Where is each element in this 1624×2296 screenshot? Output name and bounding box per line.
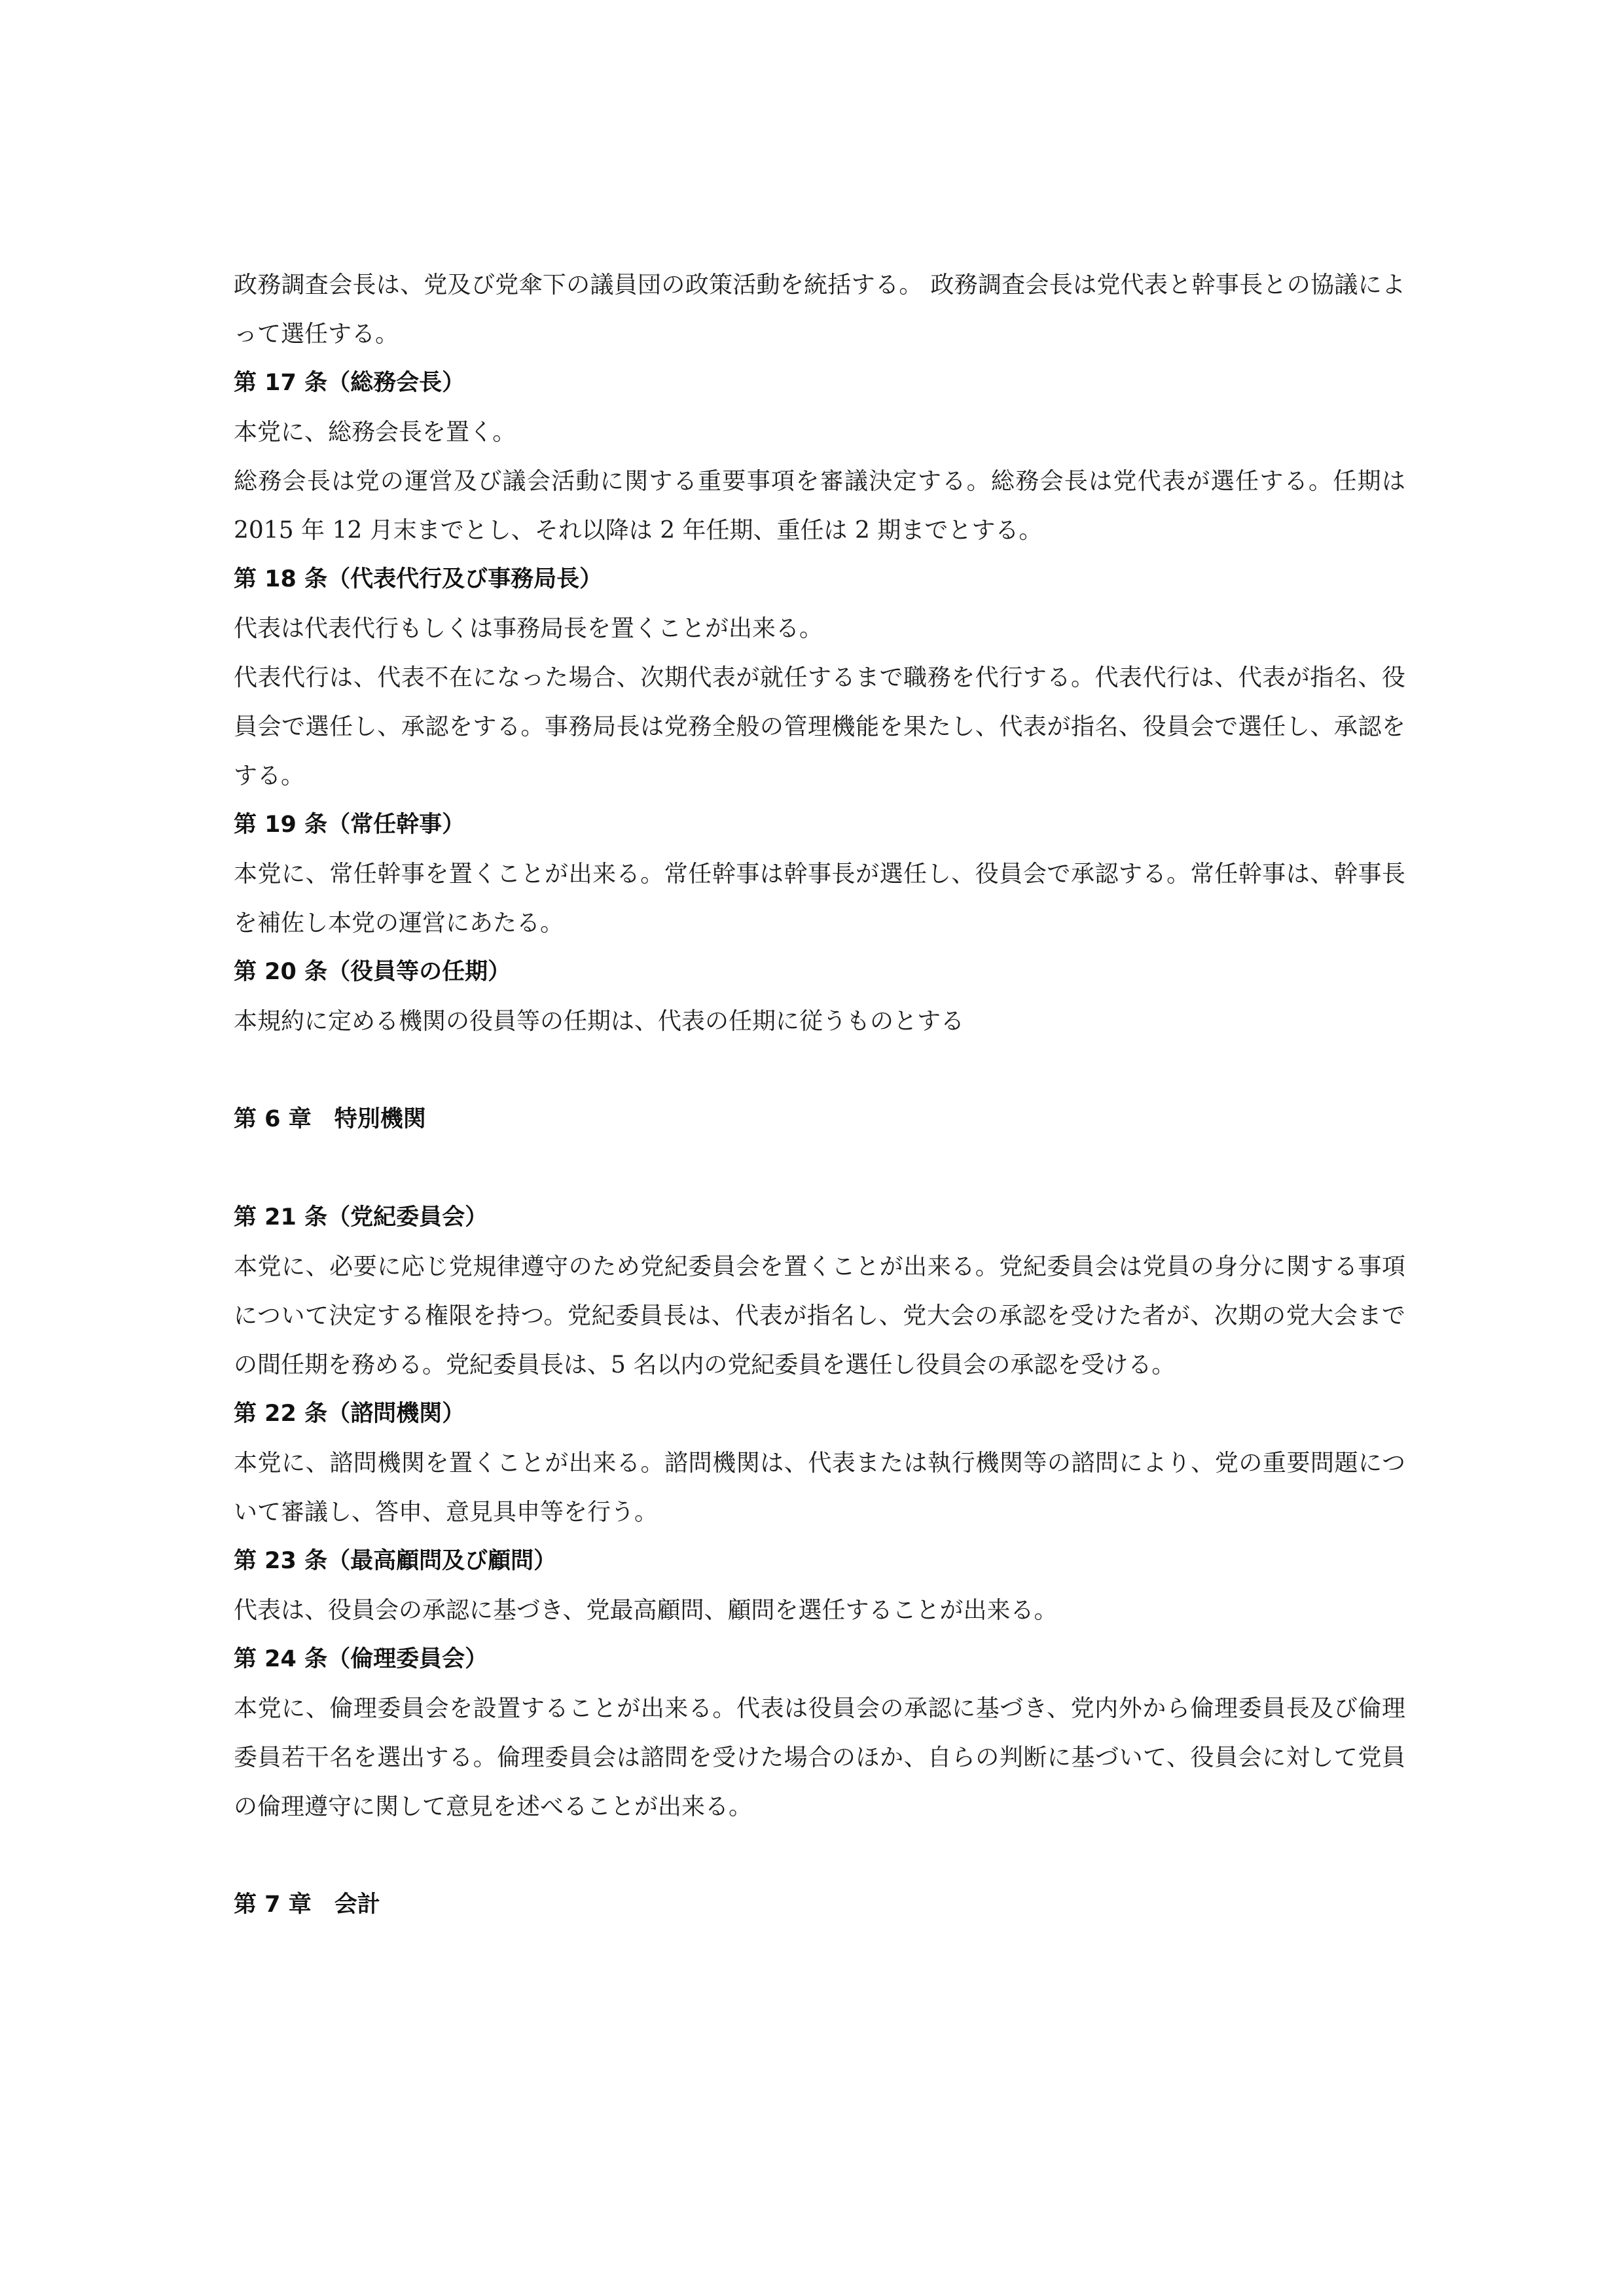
article-heading: 第 24 条（倫理委員会） [234, 1646, 488, 1672]
article-heading: 第 19 条（常任幹事） [234, 812, 465, 838]
blank-line [234, 1831, 1405, 1880]
article-paragraph: 本党に、倫理委員会を設置することが出来る。代表は役員会の承認に基づき、党内外から倫理委員長及び倫理委員若干名を選出する。倫理委員会は諮問を受けた場合のほか、自らの判断に基づいて、役員会に対して党員の倫理遵守に関して意見を述べることが出来る。 [234, 1695, 1405, 1820]
article-heading: 第 21 条（党紀委員会） [234, 1204, 488, 1230]
blank-line [234, 1144, 1405, 1193]
article-heading: 第 18 条（代表代行及び事務局長） [234, 566, 603, 592]
article-paragraph: 本規約に定める機関の役員等の任期は、代表の任期に従うものとする [234, 1008, 965, 1035]
article-paragraph: 代表は代表代行もしくは事務局長を置くことが出来る。 [234, 615, 823, 642]
article-paragraph: 政務調査会長は、党及び党傘下の議員団の政策活動を統括する。 政務調査会長は党代表と幹事長との協議によって選任する。 [234, 272, 1405, 348]
article-paragraph: 代表代行は、代表不在になった場合、次期代表が就任するまで職務を代行する。代表代行は、代表が指名、役員会で選任し、承認をする。事務局長は党務全般の管理機能を果たし、代表が指名、役員会で選任し、承認をする。 [234, 664, 1405, 789]
article-paragraph: 本党に、常任幹事を置くことが出来る。常任幹事は幹事長が選任し、役員会で承認する。常任幹事は、幹事長を補佐し本党の運営にあたる。 [234, 861, 1405, 937]
article-heading: 第 23 条（最高顧問及び顧問） [234, 1548, 557, 1574]
article-paragraph: 代表は、役員会の承認に基づき、党最高顧問、顧問を選任することが出来る。 [234, 1597, 1058, 1624]
article-paragraph: 本党に、必要に応じ党規律遵守のため党紀委員会を置くことが出来る。党紀委員会は党員の身分に関する事項について決定する権限を持つ。党紀委員長は、代表が指名し、党大会の承認を受けた者が、次期の党大会までの間任期を務める。党紀委員長は、5 名以内の党紀委員を選任し役員会の承認を受ける。 [234, 1253, 1405, 1378]
article-paragraph: 本党に、諮問機関を置くことが出来る。諮問機関は、代表または執行機関等の諮問により、党の重要問題について審議し、答申、意見具申等を行う。 [234, 1450, 1405, 1526]
article-heading: 第 20 条（役員等の任期） [234, 959, 511, 985]
chapter-heading: 第 6 章 特別機関 [234, 1106, 426, 1132]
chapter-heading: 第 7 章 会計 [234, 1892, 380, 1918]
article-paragraph: 総務会長は党の運営及び議会活動に関する重要事項を審議決定する。総務会長は党代表が選任する。任期は 2015 年 12 月末までとし、それ以降は 2 年任期、重任は 2 期までとする。 [234, 468, 1405, 544]
article-heading: 第 17 条（総務会長） [234, 370, 465, 396]
document-body [234, 260, 1405, 1929]
article-paragraph: 本党に、総務会長を置く。 [234, 419, 516, 446]
article-heading: 第 22 条（諮問機関） [234, 1401, 465, 1427]
blank-line [234, 1046, 1405, 1095]
